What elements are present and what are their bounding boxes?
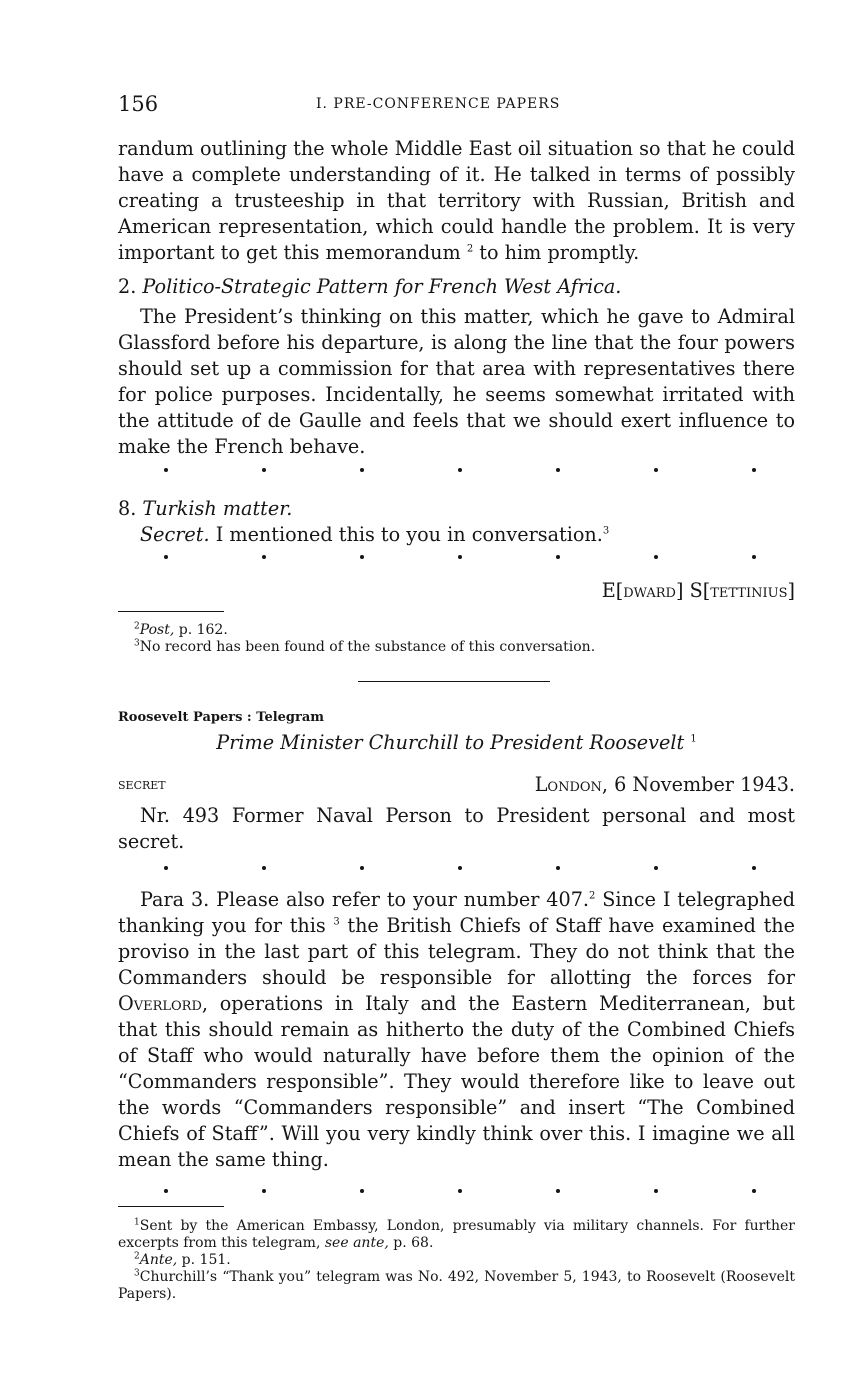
- title-text: Prime Minister Churchill to President Roosevelt: [216, 731, 685, 754]
- secret-label: Secret.: [140, 523, 210, 546]
- footnote-rule: [118, 611, 224, 612]
- footnote-italic: Post,: [139, 622, 175, 638]
- footnote-ref: 2: [589, 890, 596, 902]
- item-8-text: I mentioned this to you in conversation.: [209, 523, 603, 546]
- footnote: [118, 639, 795, 656]
- ellipsis-dot: [458, 555, 462, 559]
- ellipsis-dot: [360, 866, 364, 870]
- footnote-italic: see: [324, 1235, 349, 1251]
- ellipsis-dot: [262, 468, 266, 472]
- ellipsis-dot: [752, 1189, 756, 1193]
- ellipsis-dot: [360, 555, 364, 559]
- ellipsis-dot: [654, 468, 658, 472]
- footnote-text: Churchill’s “Thank you” telegram was No. 492, November 5, 1943, to Roosevelt (Roosevelt Papers).: [118, 1269, 795, 1302]
- item-title: Politico-Strategic Pattern for French West Africa.: [142, 275, 622, 298]
- ellipsis-dot: [556, 1189, 560, 1193]
- para-3-text: Since I telegraphed thanking you for this: [118, 888, 795, 937]
- ellipsis-dot: [164, 1189, 168, 1193]
- document-title: [118, 730, 795, 756]
- footnote: [118, 1252, 795, 1269]
- ellipsis-dot: [458, 468, 462, 472]
- item-2-paragraph: The President’s thinking on this matter, which he gave to Admiral Glassford before his departure, is along the line that the four powers should set up a commission for that area with representatives there for police purposes. Incidentally, he seems somewhat irritated with the attitude of de Gaulle and feels that we should exert influence to make the French behave.: [118, 305, 795, 458]
- section-divider: [358, 681, 550, 682]
- footnote-number: 2: [134, 1251, 140, 1262]
- page-number: 156: [118, 92, 159, 116]
- ellipsis-dot: [262, 555, 266, 559]
- continuation-text: randum outlining the whole Middle East oil situation so that he could have a complete understanding of it. He talked in terms of possibly creating a trusteeship in that territory with Russian, British and American representation, which could handle the problem. It is very important to get this memorandum: [118, 137, 795, 264]
- ellipsis-dot: [654, 1189, 658, 1193]
- ellipsis-dot: [752, 866, 756, 870]
- signature: E[dward] S[tettinius]: [601, 579, 795, 602]
- para-3: [118, 887, 795, 1173]
- footnote-rule: [118, 1206, 224, 1207]
- running-head: I. PRE-CONFERENCE PAPERS: [316, 96, 561, 112]
- document-source: [118, 706, 795, 725]
- place: London: [534, 773, 602, 796]
- ellipsis-dot: [556, 555, 560, 559]
- signature-initial-s: S: [689, 579, 703, 602]
- footnote-text: p. 151.: [177, 1252, 231, 1268]
- item-title: Turkish matter.: [142, 497, 293, 520]
- ellipsis-dot: [752, 468, 756, 472]
- ellipsis-dot: [360, 468, 364, 472]
- signature-name-e: dward: [623, 579, 676, 602]
- page-header: [118, 92, 795, 120]
- ellipsis-row: [164, 553, 756, 561]
- ellipsis-dot: [164, 468, 168, 472]
- footnote-number: 2: [134, 621, 140, 632]
- footnote-ref: 1: [690, 733, 697, 745]
- footnote-italic: ante,: [353, 1235, 389, 1251]
- footnote-text: p. 162.: [174, 622, 228, 638]
- footnote-number: 3: [134, 638, 140, 649]
- item-number: 8.: [118, 497, 137, 520]
- footnote-ref: 2: [466, 243, 474, 255]
- item-2-body: [118, 304, 795, 460]
- ellipsis-dot: [458, 1189, 462, 1193]
- ellipsis-dot: [654, 555, 658, 559]
- footnote: [118, 1218, 795, 1252]
- ellipsis-dot: [164, 866, 168, 870]
- footnotes-top: [118, 622, 795, 656]
- footnote-ref: 3: [333, 916, 340, 928]
- ellipsis-dot: [262, 866, 266, 870]
- footnote-text: p. 68.: [388, 1235, 434, 1251]
- footnote-ref: 3: [602, 525, 610, 537]
- ellipsis-dot: [556, 866, 560, 870]
- item-number: 2.: [118, 275, 137, 298]
- overlord: Overlord: [118, 992, 202, 1015]
- opening-text: Nr. 493 Former Naval Person to President personal and most secret.: [118, 804, 795, 853]
- footnote: [118, 622, 795, 639]
- footnote-number: 1: [134, 1217, 140, 1228]
- document-page: [118, 0, 795, 1379]
- signature-name-s: tettinius: [710, 579, 788, 602]
- ellipsis-dot: [654, 866, 658, 870]
- continuation-text-end: to him promptly.: [473, 241, 640, 264]
- footnote-italic: Ante,: [139, 1252, 178, 1268]
- ellipsis-dot: [556, 468, 560, 472]
- footnote-text: No record has been found of the substance of this conversation.: [139, 639, 596, 655]
- ellipsis-row: [164, 466, 756, 474]
- para-3-text: , operations in Italy and the Eastern Mediterranean, but that this should remain as hitherto the duty of the Combined Chiefs of Staff who would naturally have before them the opinion of the “Commanders responsible”. They would therefore like to leave out the words “Commanders responsible” and insert “The Combined Chiefs of Staff”. Will you very kindly think over this. I imagine we all mean the same thing.: [118, 992, 795, 1171]
- ellipsis-dot: [164, 555, 168, 559]
- footnote: [118, 1269, 795, 1303]
- source-label: Roosevelt Papers : Telegram: [118, 710, 325, 725]
- item-8-body: [118, 522, 795, 548]
- signature-initial-e: E: [601, 579, 616, 602]
- ellipsis-row: [164, 1187, 756, 1195]
- para-3-text: the British Chiefs of Staff have examined the proviso in the last part of this telegram. They do not think that the Commanders should be responsible for allotting the forces for: [118, 914, 795, 989]
- footnote-number: 3: [134, 1268, 140, 1279]
- footnotes-bottom: [118, 1218, 795, 1303]
- classification: secret: [118, 775, 166, 793]
- date: , 6 November 1943.: [601, 773, 795, 796]
- item-2-heading: [118, 274, 795, 300]
- para-3-text: Para 3. Please also refer to your number 407.: [140, 888, 590, 911]
- footnote-text: Sent by the American Embassy, London, presumably via military channels. For further excerpts from this telegram,: [118, 1218, 795, 1251]
- telegram-opening: [118, 803, 795, 855]
- item-8-heading: [118, 496, 795, 522]
- ellipsis-dot: [360, 1189, 364, 1193]
- ellipsis-dot: [262, 1189, 266, 1193]
- ellipsis-dot: [752, 555, 756, 559]
- ellipsis-dot: [458, 866, 462, 870]
- ellipsis-row: [164, 864, 756, 872]
- continuation-paragraph: [118, 136, 795, 266]
